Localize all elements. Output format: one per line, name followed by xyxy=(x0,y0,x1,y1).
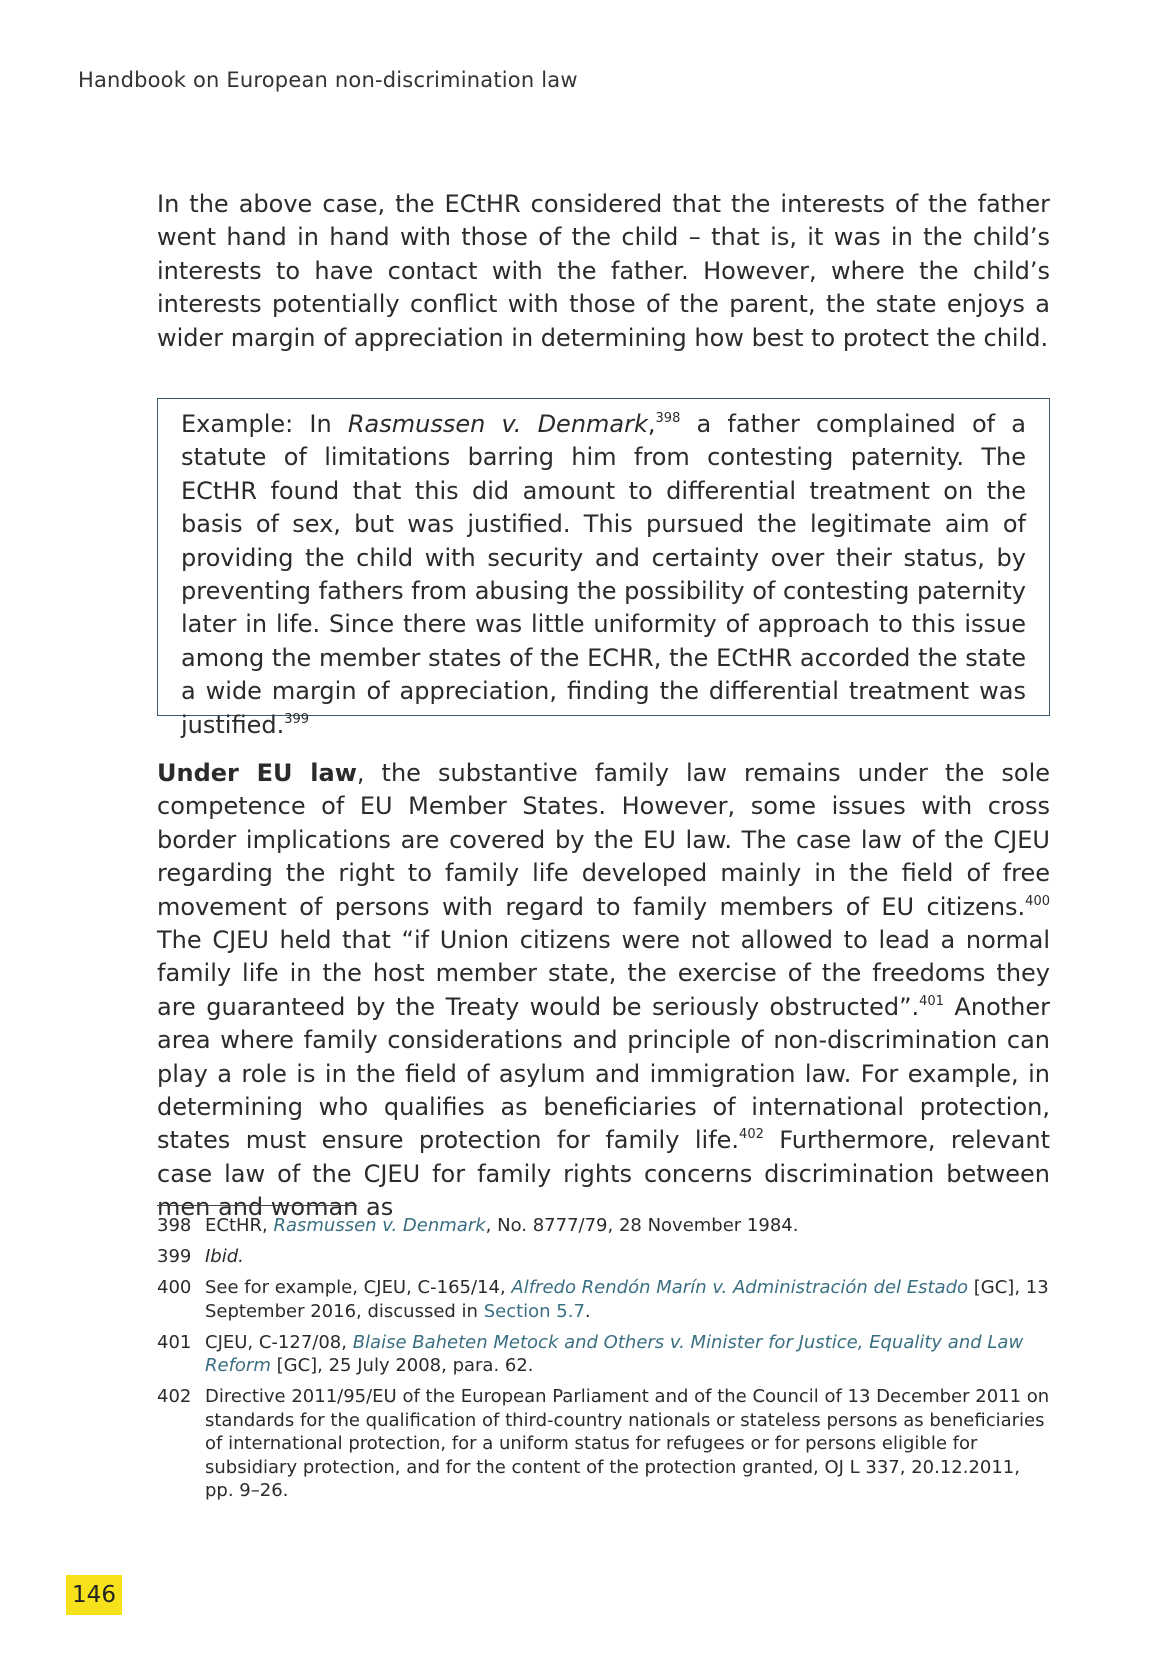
footnote-text xyxy=(205,1331,1050,1378)
footnote-number: 400 xyxy=(157,1277,192,1298)
footnote-399 xyxy=(157,1245,1050,1269)
footnote-text-part: CJEU, C-127/08, xyxy=(205,1331,353,1353)
eu-law-text-d: Furthermore, relevant case law of the CJEU for family rights concerns discrimination between men and woman as xyxy=(157,1126,1051,1222)
footnote-ref-398[interactable]: 398 xyxy=(655,411,681,426)
footnote-text-part: . xyxy=(584,1300,591,1322)
footnote-number: 398 xyxy=(157,1215,192,1236)
example-lead: Example: In xyxy=(181,410,348,438)
footnote-number: 399 xyxy=(157,1246,192,1267)
footnote-number: 401 xyxy=(157,1331,192,1353)
case-link-rasmussen[interactable]: Rasmussen v. Denmark xyxy=(273,1215,486,1236)
page-number: 146 xyxy=(66,1575,122,1615)
example-box xyxy=(157,398,1050,739)
example-text: Example: In Rasmussen v. Denmark,$^{398}$ a father complained of a statute of limitations barring him from contesting paternity. The ECtHR found that this did amount to differential treatment on the basis of sex, but was justified. This pursued the legitimate aim of providing the child with security and certainty over their status, by preventing fathers from abusing the possibility of contesting paternity later in life. Since there was little uniformity of approach to this issue among the member states of the ECHR, the ECtHR accorded the state a wide margin of appreciation, finding the differential treatment was justified.$^{399}$ xyxy=(181,410,1026,739)
footnote-divider xyxy=(157,1205,357,1206)
footnote-402 xyxy=(157,1385,1050,1503)
footnote-text: Directive 2011/95/EU of the European Parliament and of the Council of 13 December 2011 on standards for the qualification of third-country nationals or stateless persons as beneficiaries of international protection, for a uniform status for refugees or for persons eligible for subsidiary protection, and for the content of the protection granted, OJ L 337, 20.12.2011, pp. 9–26. xyxy=(205,1386,1050,1501)
footnote-text-part: [GC], 25 July 2008, para. 62. xyxy=(270,1355,534,1376)
footnote-ref-399[interactable]: 399 xyxy=(284,711,310,727)
case-link-rendon-marin[interactable]: Alfredo Rendón Marín v. Administración del Estado xyxy=(511,1277,969,1298)
footnote-398 xyxy=(157,1214,1050,1238)
footnote-400 xyxy=(157,1276,1050,1323)
footnote-ibid: Ibid. xyxy=(205,1246,244,1267)
footnote-401 xyxy=(157,1331,1050,1378)
example-body: a father complained of a statute of limitations barring him from contesting paternity. The ECtHR found that this did amount to differential treatment on the basis of sex, but was justified. This pursued the legitimate aim of providing the child with security and certainty over their status, by preventing fathers from abusing the possibility of contesting paternity later in life. Since there was little uniformity of approach to this issue among the member states of the ECHR, the ECtHR accorded the state a wide margin of appreciation, finding the differential treatment was justified. xyxy=(181,410,1026,739)
footnote-text-part: , No. 8777/79, 28 November 1984. xyxy=(485,1215,799,1236)
footnote-text-part: See for example, CJEU, C-165/14, xyxy=(205,1277,512,1298)
footnote-ref-402[interactable]: 402 xyxy=(739,1127,764,1143)
footnote-text xyxy=(205,1245,1050,1269)
footnote-text xyxy=(205,1276,1050,1323)
footnote-ref-400[interactable]: 400 xyxy=(1025,893,1050,909)
example-case-name: Rasmussen v. Denmark xyxy=(347,410,648,438)
footnote-text-part: [GC], 13 September 2016, discussed in xyxy=(205,1277,1049,1322)
section-link-5-7[interactable]: Section 5.7 xyxy=(483,1300,585,1322)
footnote-number: 402 xyxy=(157,1386,192,1407)
eu-law-text-c: Another area where family considerations and principle of non-discrimination can play a role is in the field of asylum and immigration law. For example, in determining who qualifies as beneficiaries of international protection, states must ensure protection for family life. xyxy=(157,992,1051,1155)
eu-law-text-b: The CJEU held that “if Union citizens were not allowed to lead a normal family life in the host member state, the exercise of the freedoms they are guaranteed by the Treaty would be seriously obstructed”. xyxy=(157,926,1050,1021)
footnote-text-part: ECtHR, xyxy=(205,1215,274,1236)
paragraph-intro: In the above case, the ECtHR considered that the interests of the father went hand in hand with those of the child – that is, it was in the child’s interests to have contact with the father. However, where the child’s interests potentially conflict with those of the parent, the state enjoys a wider margin of appreciation in determining how best to protect the child. xyxy=(157,190,1050,352)
footnote-ref-401[interactable]: 401 xyxy=(919,993,944,1009)
case-link-metock[interactable]: Blaise Baheten Metock and Others v. Minister for Justice, Equality and Law Reform xyxy=(205,1331,1024,1376)
footnotes xyxy=(157,1214,1050,1510)
paragraph-eu-law xyxy=(157,757,1050,1225)
footnote-text xyxy=(205,1214,1050,1238)
eu-law-text-a: , the substantive family law remains under the sole competence of EU Member States. However, some issues with cross border implications are covered by the EU law. The case law of the CJEU regarding the right to family life developed mainly in the field of free movement of persons with regard to family members of EU citizens. xyxy=(157,759,1051,921)
running-header: Handbook on European non-discrimination law xyxy=(78,68,578,92)
eu-law-lead: Under EU law xyxy=(157,759,357,787)
